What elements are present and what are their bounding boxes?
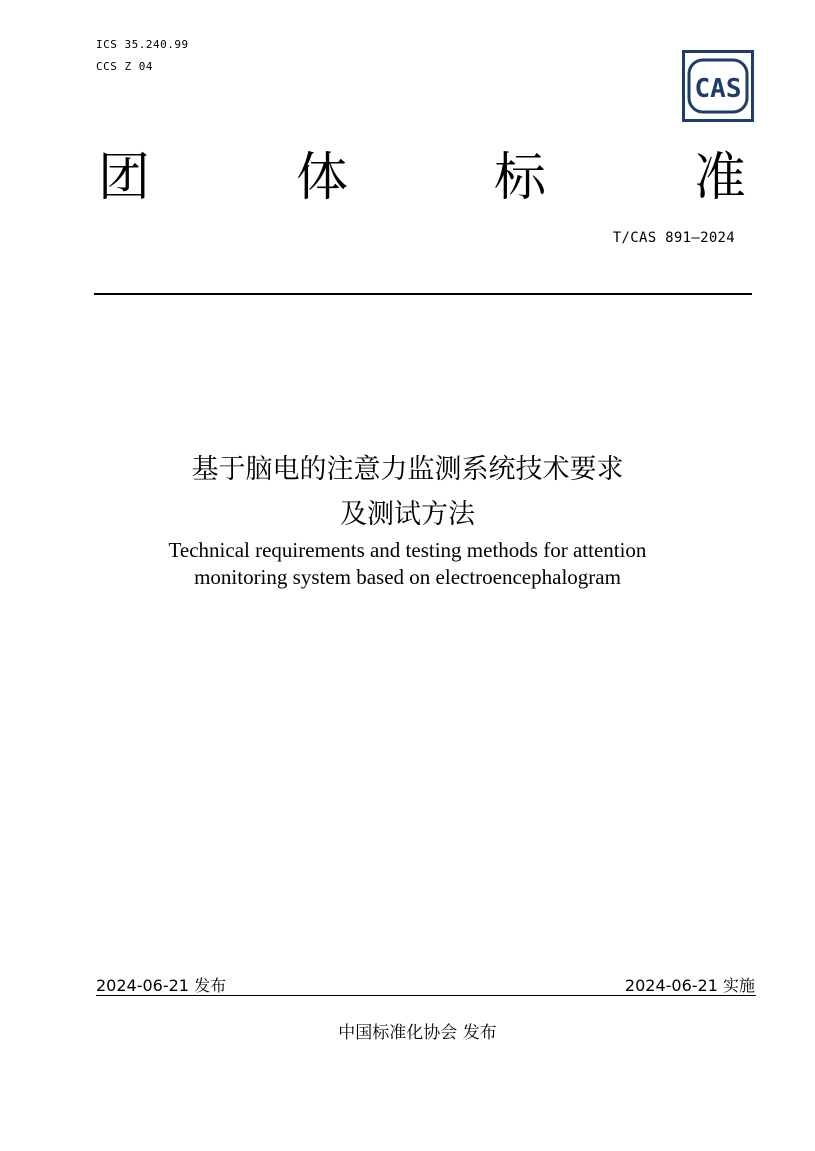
doc-type-char-4: 准 [694,148,747,208]
top-divider [94,293,752,295]
doc-type-char-3: 标 [494,148,547,208]
bottom-divider [96,995,756,996]
title-en-line-2: monitoring system based on electroencephalogram [194,565,621,589]
publish-date: 2024-06-21 发布 [96,976,227,995]
title-cn-line-2: 及测试方法 [340,499,475,530]
title-cn-line-1: 基于脑电的注意力监测系统技术要求 [191,454,624,485]
doc-type-char-2: 体 [296,148,349,208]
ics-code: ICS 35.240.99 [96,38,189,51]
implement-date: 2024-06-21 实施 [624,976,755,995]
cas-logo-icon [682,50,754,122]
issuer: 中国标准化协会 发布 [338,1023,497,1043]
doc-type-char-1: 团 [98,148,151,208]
logo-text: CAS [694,74,742,104]
title-en-line-1: Technical requirements and testing methods for attention [168,538,647,562]
standard-code: T/CAS 891—2024 [612,230,735,246]
ccs-code: CCS Z 04 [96,60,153,73]
